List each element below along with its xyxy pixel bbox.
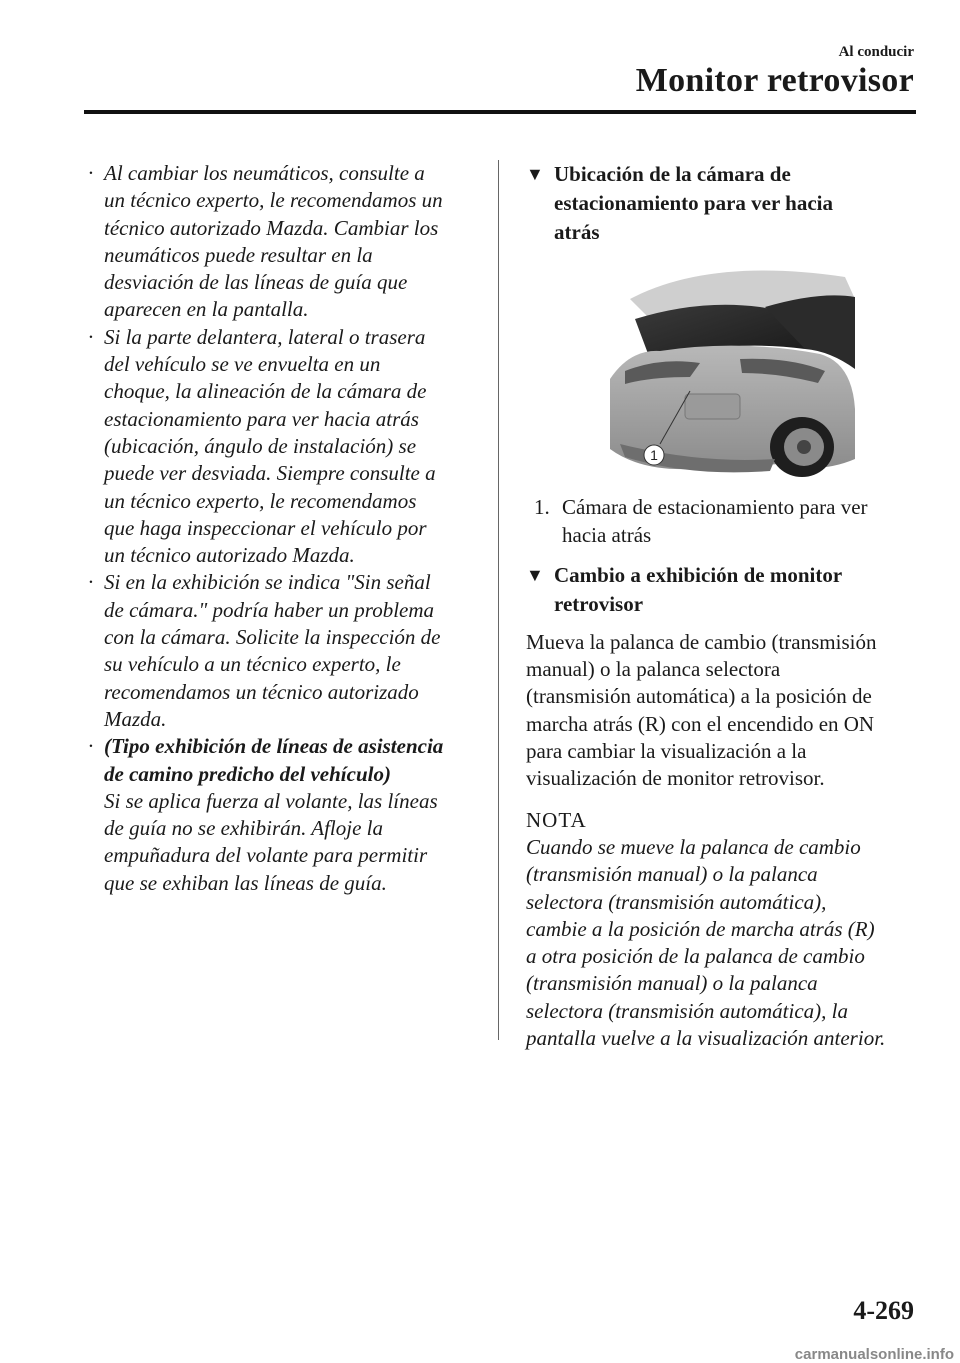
section-heading-camera-location (526, 160, 918, 247)
caption-line: Cámara de estacionamiento para ver (562, 495, 868, 520)
note-body (526, 834, 918, 1052)
section-heading-monitor-switch (526, 561, 918, 619)
bullet-line: choque, la alineación de la cámara de (104, 379, 427, 404)
bullet-line: neumáticos puede resultar en la (104, 242, 373, 267)
paragraph-line: Mueva la palanca de cambio (transmisión (526, 629, 877, 654)
bullet-line: que haga inspeccionar el vehículo por (104, 515, 427, 540)
paragraph-line: (transmisión automática) a la posición de (526, 684, 872, 709)
note-line: (transmisión manual) o la palanca (526, 971, 818, 996)
bullet-line: Al cambiar los neumáticos, consulte a (104, 161, 425, 185)
bullet-line: que se exhiban las líneas de guía. (104, 870, 387, 895)
body-paragraph (526, 629, 918, 793)
bullet-line: un técnico experto, le recomendamos (104, 488, 417, 513)
right-column (526, 160, 918, 1052)
header-rule (84, 110, 916, 114)
paragraph-line: marcha atrás (R) con el encendido en ON (526, 711, 875, 736)
note-line: selectora (transmisión automática), (526, 889, 827, 914)
page-title: Monitor retrovisor (635, 62, 914, 99)
column-divider (498, 160, 499, 1040)
note-line: cambie a la posición de marcha atrás (R) (526, 916, 875, 941)
bullet-line: recomendamos un técnico autorizado (104, 679, 419, 704)
bullet-line: de guía no se exhibirán. Afloje la (104, 816, 383, 841)
bullet-line: un técnico autorizado Mazda. (104, 543, 355, 568)
heading-line: estacionamiento para ver hacia (554, 191, 833, 215)
bullet-line: (ubicación, ángulo de instalación) se (104, 433, 417, 458)
bullet-line: aparecen en la pantalla. (104, 297, 309, 322)
bullet-bold-line: de camino predicho del vehículo) (104, 761, 391, 786)
bullet-line: Si se aplica fuerza al volante, las líneas (104, 788, 438, 813)
bullet-line: técnico autorizado Mazda. Cambiar los (104, 215, 439, 240)
figure-callout-1: 1 (650, 447, 658, 463)
triangle-down-icon: ▼ (526, 564, 544, 585)
bullet-dot: · (88, 734, 94, 759)
bullet-dot: · (88, 161, 94, 185)
bullet-item (84, 160, 474, 324)
bullet-line: un técnico experto, le recomendamos un (104, 188, 443, 213)
bullet-item (84, 733, 474, 897)
bullet-line: puede ver desviada. Siempre consulte a (104, 461, 436, 486)
note-line: selectora (transmisión automática), la (526, 998, 848, 1023)
car-rear-camera-figure (590, 259, 855, 479)
note-line: (transmisión manual) o la palanca (526, 862, 818, 887)
bullet-bold-line: (Tipo exhibición de líneas de asistencia (104, 734, 444, 759)
paragraph-line: visualización de monitor retrovisor. (526, 766, 825, 791)
bullet-line: Si en la exhibición se indica "Sin señal (104, 570, 431, 595)
figure-caption (526, 494, 918, 549)
left-column (84, 160, 474, 897)
note-line: Cuando se mueve la palanca de cambio (526, 834, 861, 859)
bullet-dot: · (88, 570, 94, 595)
heading-line: retrovisor (554, 591, 644, 616)
caption-line: hacia atrás (562, 522, 652, 547)
section-label: Al conducir (838, 44, 914, 60)
heading-line: atrás (554, 220, 600, 244)
paragraph-line: manual) o la palanca selectora (526, 657, 781, 682)
note-heading: NOTA (526, 807, 587, 832)
heading-line: Ubicación de la cámara de (554, 162, 791, 186)
bullet-line: Mazda. (104, 706, 167, 731)
bullet-line: Si la parte delantera, lateral o trasera (104, 324, 426, 349)
bullet-dot: · (88, 324, 94, 349)
note-line: a otra posición de la palanca de cambio (526, 944, 865, 969)
paragraph-line: para cambiar la visualización a la (526, 739, 807, 764)
bullet-line: desviación de las líneas de guía que (104, 270, 408, 295)
bullet-line: su vehículo a un técnico experto, le (104, 652, 401, 677)
bullet-line: de cámara." podría haber un problema (104, 597, 435, 622)
bullet-item (84, 569, 474, 733)
watermark: carmanualsonline.info (794, 1346, 954, 1363)
bullet-item (84, 324, 474, 570)
triangle-down-icon: ▼ (526, 164, 544, 184)
bullet-line: empuñadura del volante para permitir (104, 843, 428, 868)
note-line: pantalla vuelve a la visualización anterior. (526, 1026, 886, 1051)
bullet-line: estacionamiento para ver hacia atrás (104, 406, 419, 431)
caption-number: 1. (534, 495, 550, 520)
page-number: 4-269 (853, 1296, 914, 1325)
heading-line: Cambio a exhibición de monitor (554, 562, 843, 587)
bullet-line: con la cámara. Solicite la inspección de (104, 625, 441, 650)
bullet-line: del vehículo se ve envuelta en un (104, 352, 381, 377)
